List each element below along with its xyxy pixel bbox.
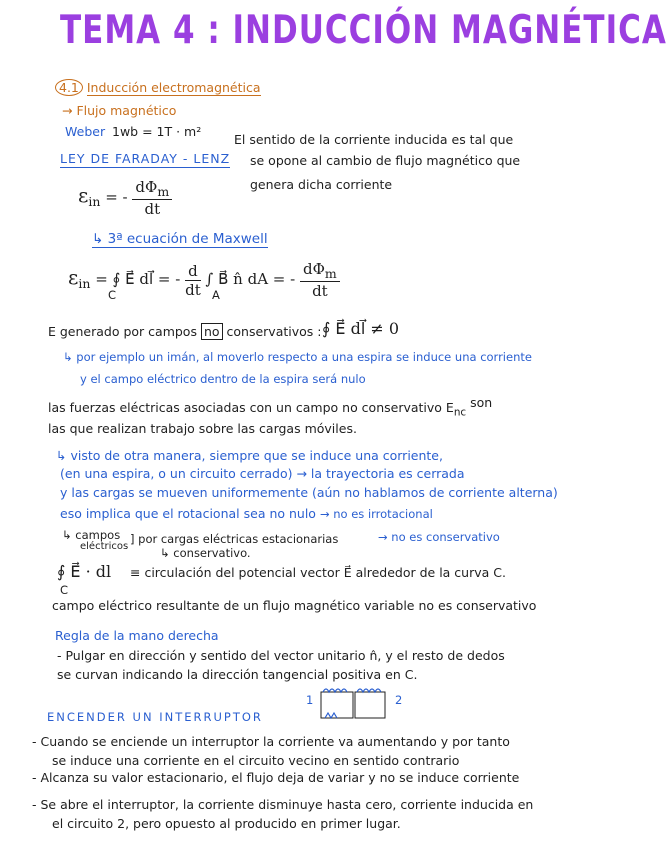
contour-c-sub: C <box>108 288 117 302</box>
list-item-3b: el circuito 2, pero opuesto al producido en primer lugar. <box>52 816 401 831</box>
fuerzas-paragraph-2: las que realizan trabajo sobre las cargas móviles. <box>48 421 357 436</box>
flujo-subheading: → Flujo magnético <box>62 103 177 118</box>
iman-example-1: ↳ por ejemplo un imán, al moverlo respecto a una espira se induce una corriente <box>63 350 532 364</box>
otra-manera-3: y las cargas se mueven uniformemente (aún no hablamos de corriente alterna) <box>60 485 558 500</box>
conservativos-line: E generado por campos no conservativos : <box>48 324 322 339</box>
lenz-note-1: El sentido de la corriente inducida es tal que <box>234 132 514 147</box>
list-item-2: - Alcanza su valor estacionario, el flujo deja de variar y no se induce corriente <box>32 770 520 785</box>
faraday-heading: LEY DE FARADAY - LENZ <box>60 151 231 166</box>
list-item-3a: - Se abre el interruptor, la corriente disminuye hasta cero, corriente inducida en <box>32 797 534 812</box>
coupled-coils-diagram <box>315 688 393 724</box>
list-item-1a: - Cuando se enciende un interruptor la corriente va aumentando y por tanto <box>32 734 510 749</box>
mano-line-1: - Pulgar en dirección y sentido del vector unitario n̂, y el resto de dedos <box>57 648 505 663</box>
area-a-sub: A <box>212 288 220 302</box>
circulation-integral: ∮ E⃗ · dl <box>57 562 112 581</box>
campos-label-2: eléctricos <box>80 541 129 552</box>
rotacional-line: eso implica que el rotacional sea no nulo → no es irrotacional <box>60 506 433 521</box>
maxwell-label: ↳ 3ª ecuación de Maxwell <box>92 231 268 247</box>
section-badge: 4.1 <box>55 79 83 96</box>
por-cargas: ] por cargas eléctricas estacionarias <box>130 532 339 546</box>
campo-resultante: campo eléctrico resultante de un flujo magnético variable no es conservativo <box>52 598 537 613</box>
closed-integral-nonzero: ∮ E⃗ dl⃗ ≠ 0 <box>322 319 400 338</box>
page-title: TEMA 4 : INDUCCIÓN MAGNÉTICA <box>60 8 667 53</box>
circuit-label-2: 2 <box>395 693 403 707</box>
lenz-note-2: se opone al cambio de flujo magnético que <box>250 153 521 168</box>
maxwell-equation: $\varepsilon_{in}$ = ∮ E⃗ dl⃗ = - $\frac{d}{dt}$ ∫ B⃗ n̂ dA = - $\frac{d\Phi_m}{dt}$ <box>68 260 340 300</box>
weber-definition: 1wb = 1T · m² <box>112 124 202 139</box>
circuit-label-1: 1 <box>306 693 314 707</box>
lenz-note-3: genera dicha corriente <box>250 177 393 192</box>
conservativo-label: ↳ conservativo. <box>160 546 251 560</box>
mano-line-2: se curvan indicando la dirección tangencial positiva en C. <box>57 667 418 682</box>
section-4-1 <box>55 80 261 96</box>
no-es-conservativo: → no es conservativo <box>378 530 500 544</box>
faraday-equation: $\varepsilon_{in}$ = - $\frac{d\Phi_m}{dt}$ <box>78 178 172 218</box>
weber-label: Weber <box>65 124 106 139</box>
section-heading: Inducción electromagnética <box>86 80 261 95</box>
otra-manera-2: (en una espira, o un circuito cerrado) → la trayectoria es cerrada <box>60 466 465 481</box>
mano-heading: Regla de la mano derecha <box>55 628 219 643</box>
iman-example-2: y el campo eléctrico dentro de la espira será nulo <box>80 372 366 386</box>
otra-manera-1: ↳ visto de otra manera, siempre que se induce una corriente, <box>56 448 443 463</box>
fuerzas-paragraph-1: las fuerzas eléctricas asociadas con un campo no conservativo $E_{nc}$ son <box>48 395 493 419</box>
no-box: no <box>201 323 223 340</box>
circulation-text: ≡ circulación del potencial vector E⃗ alrededor de la curva C. <box>130 565 506 580</box>
dphi-dt-fraction: $\frac{d\Phi_m}{dt}$ <box>132 178 172 218</box>
list-item-1b: se induce una corriente en el circuito vecino en sentido contrario <box>52 753 460 768</box>
interruptor-heading: ENCENDER UN INTERRUPTOR <box>47 710 263 724</box>
campos-label-1: ↳ campos <box>62 528 121 542</box>
circulation-c-sub: C <box>60 583 69 597</box>
